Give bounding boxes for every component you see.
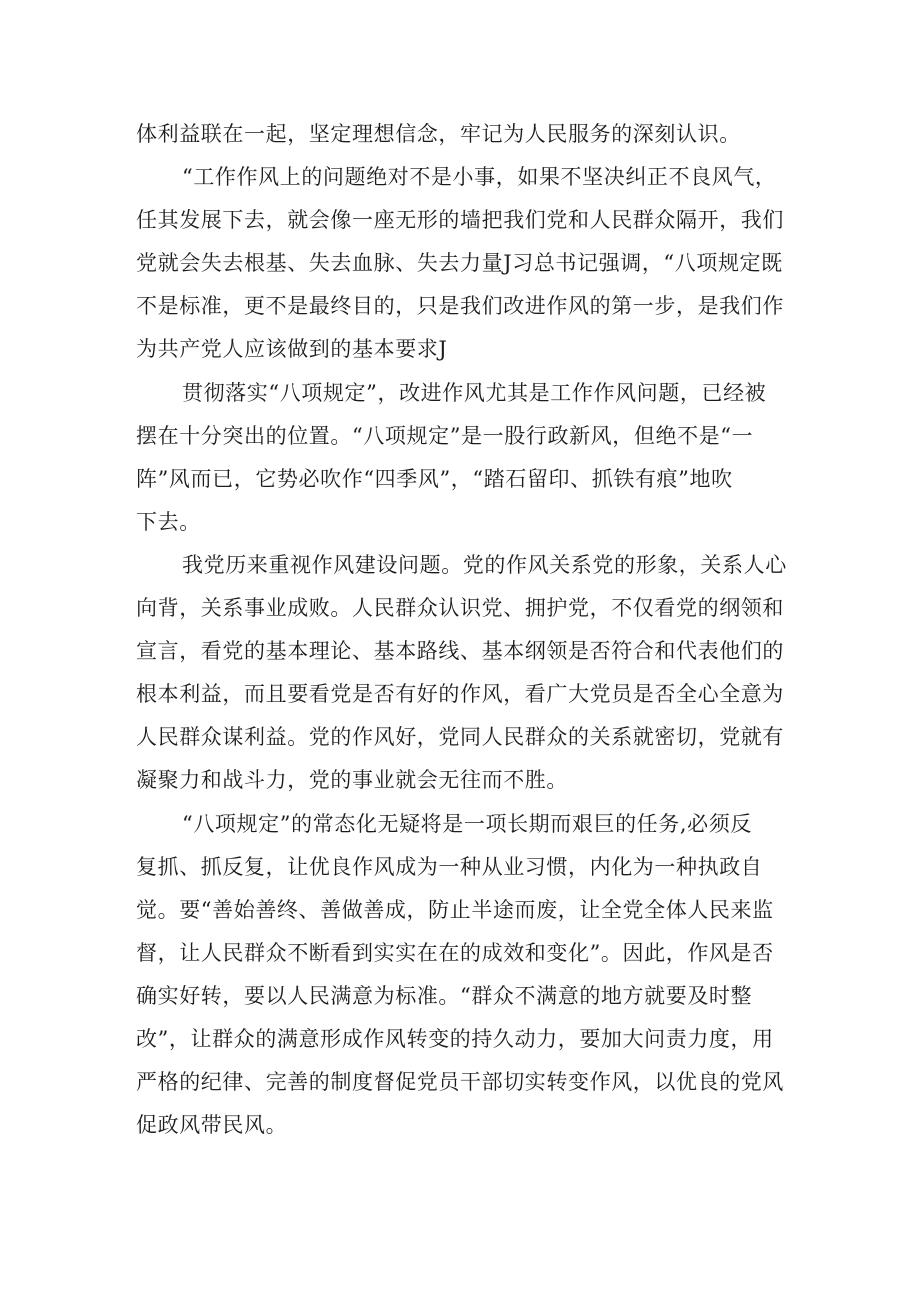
text-line: 凝聚力和战斗力，党的事业就会无往而不胜。 <box>136 768 568 793</box>
text-line: “八项规定”的常态化无疑将是一项长期而艰巨的任务,必须反 <box>182 811 752 836</box>
text-line: 根本利益，而且要看党是否有好的作风，看广大党员是否全心全意为 <box>136 682 784 707</box>
text-line: 觉。要“善始善终、善做善成，防止半途而废，让全党全体人民来监 <box>136 897 774 922</box>
text-line: 为共产党人应该做到的基本要求J <box>136 337 448 362</box>
text-line: 阵”风而已，它势必吹作“四季风”，“踏石留印、抓铁有痕”地吹 <box>136 466 733 491</box>
text-line: 促政风带民风。 <box>136 1113 288 1138</box>
text-line: 督，让人民群众不断看到实实在在的成效和变化”。因此，作风是否 <box>136 940 774 965</box>
text-line: 党就会失去根基、失去血脉、失去力量J习总书记强调，“八项规定既 <box>136 251 783 276</box>
text-line: 体利益联在一起，坚定理想信念，牢记为人民服务的深刻认识。 <box>136 122 741 146</box>
text-line: 我党历来重视作风建设问题。党的作风关系党的形象，关系人心 <box>182 552 787 577</box>
text-line: 人民群众谋利益。党的作风好，党同人民群众的关系就密切，党就有 <box>136 725 784 750</box>
text-line: 摆在十分突出的位置。“八项规定”是一股行政新风，但绝不是“一 <box>136 423 754 448</box>
text-line: 任其发展下去，就会像一座无形的墙把我们党和人民群众隔开，我们 <box>136 208 784 233</box>
body-text <box>136 113 796 1147</box>
text-line: 不是标准，更不是最终目的，只是我们改进作风的第一步，是我们作 <box>136 294 784 319</box>
text-line: 确实好转，要以人民满意为标准。“群众不满意的地方就要及时整 <box>136 983 753 1008</box>
text-line: 贯彻落实“八项规定”，改进作风尤其是工作作风问题，已经被 <box>182 380 767 405</box>
text-line: 向背，关系事业成败。人民群众认识党、拥护党，不仅看党的纲领和 <box>136 596 784 621</box>
text-line: 宣言，看党的基本理论、基本路线、基本纲领是否符合和代表他们的 <box>136 639 784 664</box>
text-line: “工作作风上的问题绝对不是小事，如果不坚决纠正不良风气， <box>182 165 777 190</box>
text-line: 严格的纪律、完善的制度督促党员干部切实转变作风，以优良的党风 <box>136 1070 784 1095</box>
text-line: 改”，让群众的满意形成作风转变的持久动力，要加大问责力度，用 <box>136 1026 774 1051</box>
text-line: 下去。 <box>136 509 201 534</box>
text-line: 复抓、抓反复，让优良作风成为一种从业习惯，内化为一种执政自 <box>136 854 763 879</box>
